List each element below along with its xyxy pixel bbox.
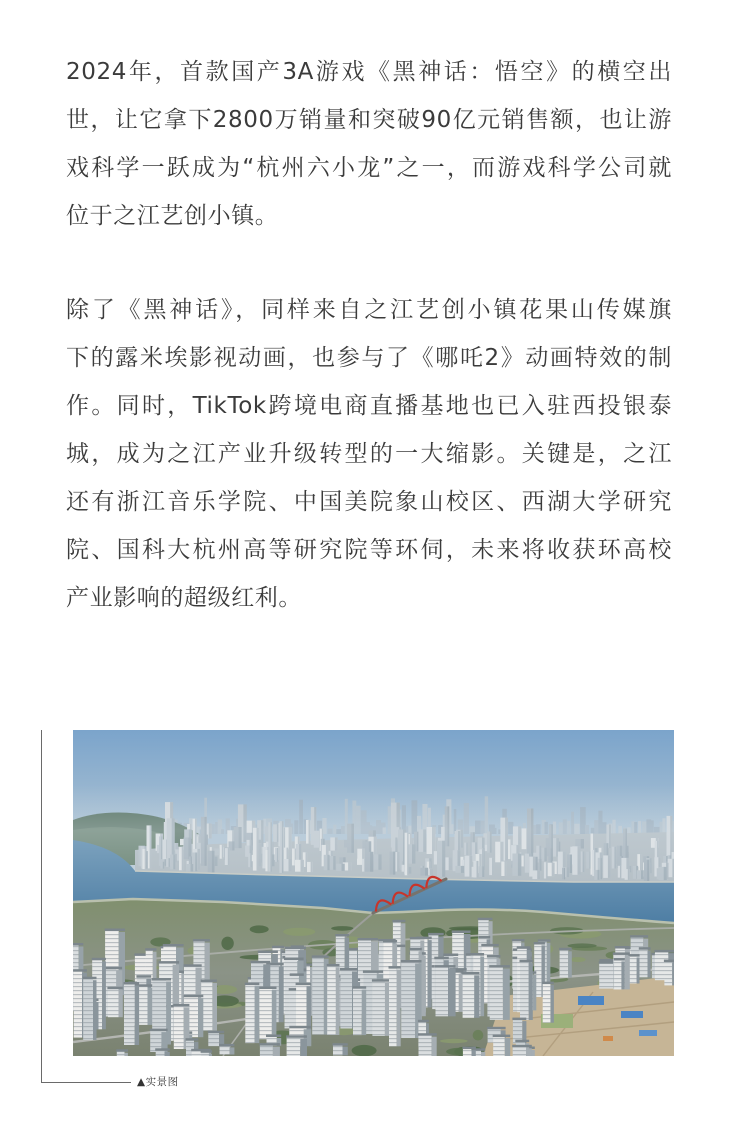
tower-roof [107,987,122,990]
tower-roof [290,973,304,976]
tower-shade-face [472,1050,476,1056]
tower-shade-face [213,983,218,1031]
tower-shade-face [568,951,572,977]
tower-roof [258,951,278,954]
tower-roof [340,968,358,971]
tower-roof [478,936,490,939]
tower-roof [103,967,122,970]
tower-shade-face [448,969,456,1017]
tower-roof [418,1020,429,1023]
tower-roof [493,1035,511,1038]
tower-roof [520,960,533,963]
figure-frame-horizontal [41,1082,131,1083]
tower-roof [201,980,217,983]
tower-shade-face [165,1052,170,1056]
tower-windows [614,960,621,989]
tower-roof [401,960,422,963]
tower-roof [443,954,458,957]
tower-roof [173,1004,189,1007]
tower-roof [664,960,674,963]
tower-shade-face [621,962,624,990]
tower-shade-face [279,966,284,1022]
tower-shade-face [198,998,203,1037]
tower-roof [512,1018,526,1021]
tower-shade-face [551,985,554,1023]
tower-windows [560,950,569,978]
tower-roof [327,964,340,967]
tower-shade-face [300,1039,307,1056]
tower-roof [462,972,479,975]
tower-roof [389,966,401,969]
tower-shade-face [93,980,97,1040]
tower [520,960,533,1020]
paragraph-line: 城，成为之江产业升级转型的一大缩影。关键是，之江 [66,441,672,467]
tower-windows [327,966,336,1035]
tower [512,1018,526,1044]
tree-patch [250,925,269,933]
tower [512,1045,532,1056]
tower-shade-face [135,986,139,1046]
blue-roof [621,1011,643,1018]
tower [401,960,422,1038]
tower-roof [512,1045,532,1048]
tower-shade-face [533,975,536,1011]
tree-patch [352,1045,377,1056]
tower [559,948,572,978]
tower-roof [478,918,493,921]
tower-windows [259,989,272,1040]
tower-roof [538,939,551,942]
tower-roof [73,943,83,946]
tower-roof [372,979,390,982]
tower-windows [372,981,385,1036]
tower-windows [74,971,82,1037]
tower-roof [284,958,304,961]
tower-windows [312,957,324,1034]
tower [312,955,329,1034]
tower-roof [542,982,554,985]
paragraph-line: 产业影响的超级红利。 [66,585,302,611]
tower-shade-face [102,961,106,1029]
tower [389,966,401,1046]
tower-roof [245,983,259,986]
tower-roof [296,983,311,986]
paragraph-line: 作。同时，TikTok跨境电商直播基地也已入驻西投银泰 [66,393,672,419]
tower-windows [208,1033,219,1046]
tower-shade-face [503,969,510,1020]
tower-roof [259,987,277,990]
tower-shade-face [505,1038,510,1056]
tower-windows [520,962,529,1020]
tower-windows [260,1045,273,1056]
tree-patch [283,928,315,936]
tower [664,960,674,986]
tower [353,986,367,1035]
tower-shade-face [625,956,630,990]
tower-windows [117,1051,125,1056]
tower [208,1031,224,1046]
tower-roof [92,958,106,961]
tower-roof [201,1050,212,1053]
tower-roof [286,1035,307,1038]
tower-roof [628,954,639,957]
tree-patch [570,957,585,962]
tower-roof [152,978,171,981]
tower [542,982,554,1023]
tower-windows [543,984,551,1023]
tower-windows [436,967,449,1016]
tree-patch [331,926,353,931]
tower-shade-face [637,958,640,984]
tower [462,972,479,1018]
tower-roof [383,940,397,943]
figure-frame-vertical [41,730,42,1083]
tower-roof [259,1043,280,1046]
tower-roof [83,977,97,980]
tower-roof [654,950,674,953]
tower-windows [108,989,119,1018]
tower-shade-face [672,963,674,985]
article-paragraph [66,286,672,622]
tower-roof [517,946,531,949]
tower-roof [251,961,271,964]
tower [333,1043,348,1055]
paragraph-line: 戏科学一跃成为“杭州六小龙”之一，而游戏科学公司就 [66,155,672,181]
tower-windows [419,1035,432,1056]
tower [259,1043,280,1056]
tower-roof [559,948,572,951]
tower-windows [513,1047,526,1056]
tower-roof [184,995,204,998]
aerial-photo [73,730,674,1056]
tower-windows [463,1049,472,1056]
figure-caption: ▲实景图 [137,1076,179,1088]
tower-roof [145,948,156,951]
tower-roof [159,961,180,964]
tower-roof [512,939,525,942]
tower [259,987,277,1040]
tower-roof [266,1035,281,1038]
tower-roof [410,937,425,940]
tower [219,1044,234,1055]
tower-roof [312,955,329,958]
tower-shade-face [397,970,401,1047]
tower-windows [220,1046,230,1055]
tower-roof [163,944,184,947]
tower-windows [389,968,397,1046]
tower [614,958,625,989]
tower-roof [435,965,456,968]
paragraph-line: 下的露米埃影视动画，也参与了《哪吒2》动画特效的制 [66,345,672,371]
tower-windows [156,1050,165,1056]
tower [124,982,140,1045]
tower-roof [452,931,471,934]
tower-windows [639,949,647,977]
tree-patch [221,937,233,950]
tower-roof [615,946,630,949]
tower-roof [630,935,648,938]
tree-patch [568,943,597,948]
tower [462,1047,476,1056]
tower-roof [392,920,405,923]
tower-roof [614,958,625,961]
tree-patch [473,1030,484,1041]
tower-windows [629,956,637,983]
tower-roof [434,957,449,960]
tower-roof [473,953,484,956]
tower-roof [487,1027,506,1030]
tower-roof [272,946,284,949]
tower-roof [184,964,202,967]
tower-windows [353,988,362,1035]
tower-roof [534,942,545,945]
blue-roof [639,1030,657,1036]
tower-windows [83,979,93,1040]
orange-site-hut [603,1036,613,1041]
tower-shade-face [343,1047,348,1056]
tower [327,964,340,1035]
tree-patch [240,955,277,960]
tower-windows [490,967,503,1020]
tower-roof [613,952,630,955]
tower-shade-face [481,1052,485,1056]
tower-roof [489,965,510,968]
tower-shade-face [480,957,484,1017]
tower-roof [124,982,140,985]
tower-shade-face [526,1048,532,1056]
article-paragraph [66,48,672,240]
tower-roof [600,959,616,962]
tower-windows [333,1045,343,1055]
tower-roof [219,1044,234,1047]
tower-roof [289,1026,311,1029]
tower-roof [462,1047,476,1050]
tower-roof [285,947,306,950]
tower-roof [353,986,367,989]
tower-roof [639,947,651,950]
tower-windows [124,984,135,1045]
paragraph-line: 院、国科大杭州高等研究院等环伺，未来将收获环高校 [66,537,672,563]
paragraph-line: 2024年，首款国产3A游戏《黑神话：悟空》的横空出 [66,59,672,85]
tower-shade-face [336,967,340,1035]
tower-shade-face [255,986,260,1043]
tower [628,954,639,983]
paragraph-line: 世，让它拿下2800万销量和突破90亿元销售额，也让游 [66,107,672,133]
tower-windows [287,1037,301,1056]
paragraph-line: 位于之江艺创小镇。 [66,203,279,229]
tower [245,983,259,1044]
blue-roof [578,996,604,1005]
tower-shade-face [432,1037,437,1056]
atmospheric-haze [73,785,674,885]
tower-roof [136,975,151,978]
tower [435,965,456,1016]
tower [639,947,651,977]
tower-shade-face [273,1047,280,1056]
tower-windows [245,985,254,1044]
tower-roof [418,1033,437,1036]
tower-roof [363,970,383,973]
tower-roof [335,934,349,937]
tower-shade-face [362,990,367,1035]
tower-shade-face [529,963,533,1020]
tower-windows [493,1037,505,1056]
tower-shade-face [119,990,123,1017]
tower-shade-face [272,990,277,1039]
tower-shade-face [230,1047,235,1054]
tower [372,979,390,1036]
paragraph-line: 除了《黑神话》，同样来自之江艺创小镇花果山传媒旗 [66,297,672,323]
tower-windows [664,962,672,986]
tower-windows [201,1052,209,1056]
tower-windows [463,974,475,1018]
tower-windows [340,970,352,1029]
tower-shade-face [648,951,651,978]
tower [107,987,122,1018]
tower-roof [105,929,125,932]
tower-roof [410,948,422,951]
tower-roof [333,1043,348,1046]
tower-roof [193,939,210,942]
tower-roof [73,969,87,972]
paragraph-line: 还有浙江音乐学院、中国美院象山校区、西湖大学研究 [66,489,672,515]
tower-shade-face [124,1053,128,1056]
tower [83,977,97,1040]
tower-roof [186,1038,199,1041]
tower-roof [150,1029,168,1032]
tree-patch [440,1039,468,1043]
tower-roof [515,1040,529,1043]
tower-roof [487,955,501,958]
tower-windows [599,963,613,988]
tower-shade-face [209,1054,212,1056]
tower [155,1048,170,1056]
tower-windows [174,1006,184,1049]
tower-shade-face [428,940,432,1007]
tower-roof [208,1031,224,1034]
tower-roof [481,944,498,947]
tower-roof [428,933,444,936]
tower-roof [358,938,379,941]
tower-roof [116,1049,128,1052]
tower-shade-face [474,975,479,1017]
tower [489,965,510,1020]
tower-roof [155,1048,170,1051]
tower-windows [401,962,415,1038]
